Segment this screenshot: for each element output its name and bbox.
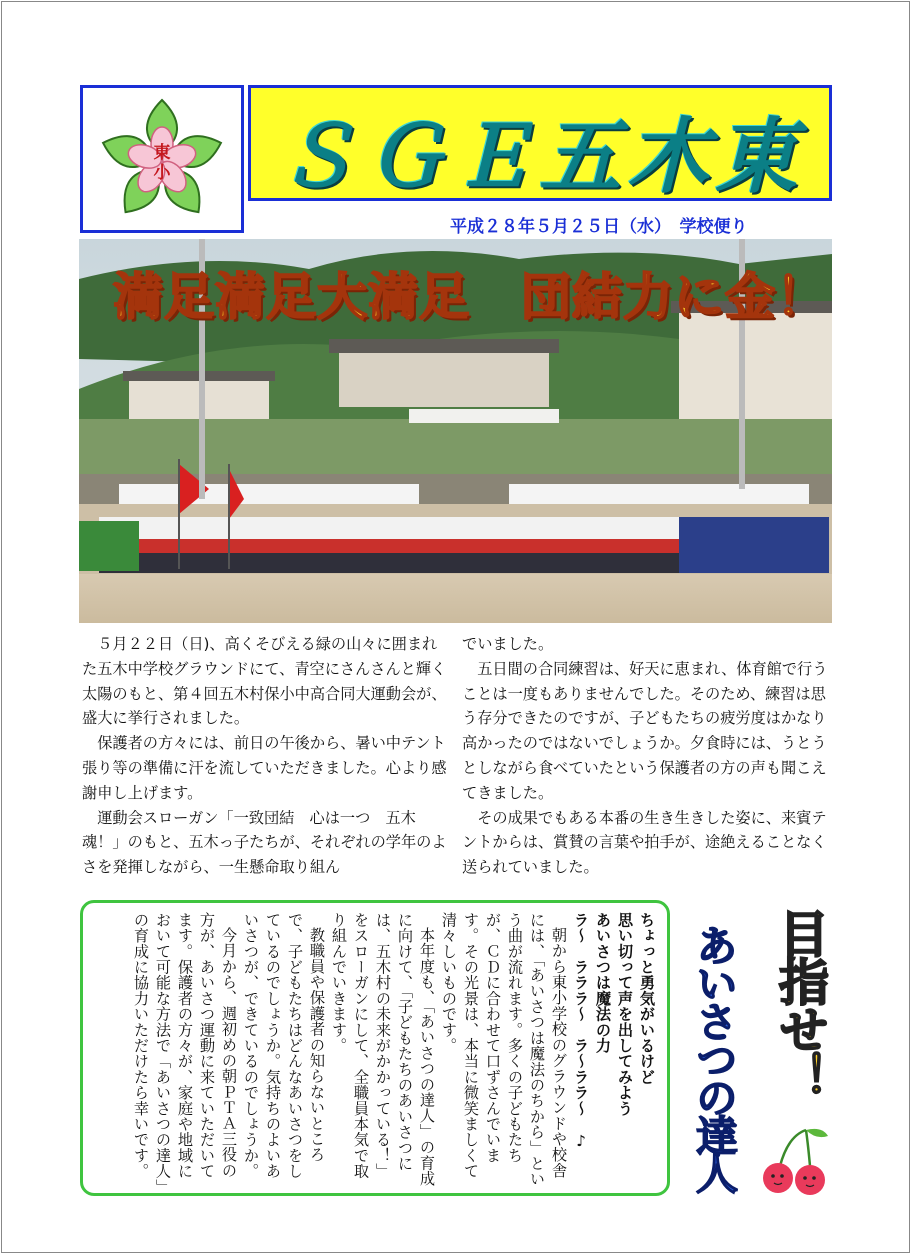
song-line: 思い切って声を出してみよう	[616, 912, 634, 1117]
song-line: ちょっと勇気がいるけど	[638, 912, 656, 1085]
article-continuation: でいました。	[462, 635, 554, 653]
slogan-greeting-master: あいさつの達人	[690, 924, 739, 1190]
song-line: ラ～ ラララ～ ラ～ララ～ ♪	[572, 912, 590, 1151]
newsletter-title: ＳＧＥ五木東	[275, 110, 803, 201]
greeting-paragraph: 今月から、週初めの朝ＰＴＡ三役の方が、あいさつ運動に来ていただいてます。保護者の方々が、家庭や地域において可能な方法で「あいさつの達人」の育成に協力いただけたら幸いです。	[132, 912, 238, 1187]
photo-headline: 満足満足大満足 団結力に金！	[113, 268, 827, 326]
title-banner	[248, 85, 832, 201]
slogan-panel	[676, 908, 832, 1198]
logo-char-1: 東	[153, 143, 171, 163]
article-paragraph: その成果でもある本番の生き生きした姿に、来賓テントからは、賞賛の言葉や拍手が、途絶えることなく送られていました。	[462, 808, 827, 877]
article-right-column	[462, 632, 832, 880]
cherry-icon	[758, 1126, 832, 1198]
article-paragraph: 五日間の合同練習は、好天に恵まれ、体育館で行うことは一度もありませんでした。そのため、練習は思う存分できたのですが、子どもたちの疲労度はかなり高かったのではないでしょうか。夕食時には、うとうとしながら食べていたという保護者の方の声も聞こえてきました。	[462, 659, 828, 802]
article-left-column	[82, 632, 452, 880]
greeting-paragraph: 教職員や保護者の知らないところで、子どもたちはどんなあいさつをしているのでしょうか。気持ちのよいあいさつが、できているのでしょうか。	[242, 912, 326, 1179]
article-paragraph: ５月２２日（日)、高くそびえる緑の山々に囲まれた五木中学校グラウンドにて、青空にさんさんと輝く太陽のもと、第４回五木村保小中高合同大運動会が、盛大に挙行されました。	[82, 635, 447, 728]
emblem-icon	[83, 88, 241, 230]
slogan-aim: 目指せ！	[771, 908, 829, 1100]
school-emblem	[80, 85, 244, 233]
greeting-paragraph: 朝から東小学校のグラウンドや校舎には、「あいさつは魔法のちから」という曲が流れます。多くの子どもたちが、ＣＤに合わせて口ずさんでいます。その光景は、本当に微笑ましくて清々しいものです。	[440, 912, 568, 1187]
song-line: あいさつは魔法の力	[594, 912, 612, 1054]
greeting-paragraph: 本年度も、「あいさつの達人」の育成に向けて、「子どもたちのあいさつには、五木村の未来がかかっている！」をスローガンにして、全職員本気で取り組んでいきます。	[330, 912, 436, 1187]
greeting-text	[88, 912, 658, 1190]
article-paragraph: 保護者の方々には、前日の午後から、暑い中テント張り等の準備に汗を流していただきました。心より感謝申し上げます。	[82, 734, 447, 802]
article-paragraph: 運動会スローガン「一致団結 心は一つ 五木魂！」のもと、五木っ子たちが、それぞれの学年のよさを発揮しながら、一生懸命取り組ん	[82, 808, 447, 877]
sports-day-photo	[79, 239, 832, 623]
issue-date-line: 平成２８年５月２５日（水） 学校便り	[450, 217, 748, 237]
logo-char-2: 小	[153, 163, 171, 183]
